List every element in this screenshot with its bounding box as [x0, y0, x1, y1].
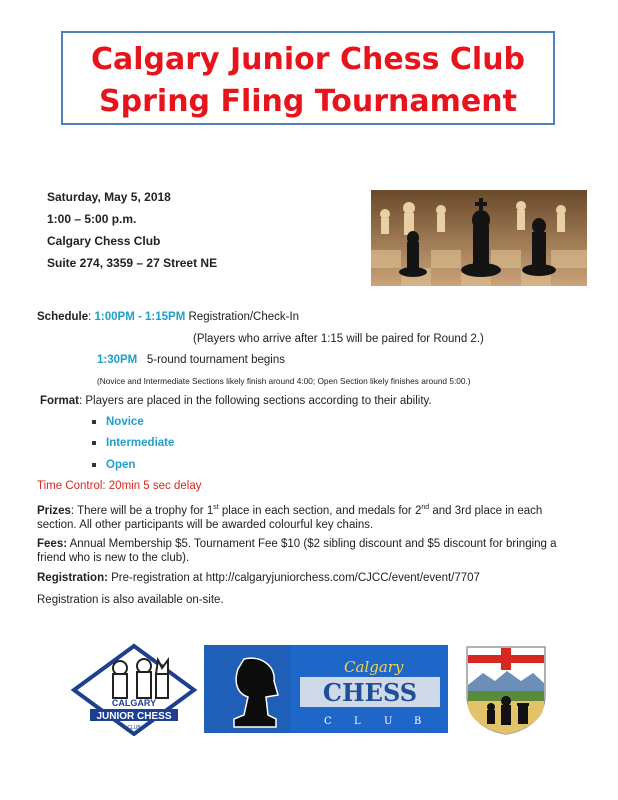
calgary-junior-chess-logo [70, 640, 198, 736]
club-letter-c: C [324, 716, 332, 727]
bullet-icon [92, 420, 96, 424]
event-date: Saturday, May 5, 2018 [47, 190, 171, 204]
title-line-1: Calgary Junior Chess Club [90, 42, 526, 77]
schedule-label: Schedule [37, 311, 89, 323]
club-logo-main: CHESS [322, 678, 418, 707]
format-label: Format [40, 395, 79, 407]
event-address: Suite 274, 3359 – 27 Street NE [47, 256, 218, 270]
bullet-icon [92, 463, 96, 467]
junior-logo-main: JUNIOR CHESS [96, 711, 172, 722]
registration-onsite: Registration is also available on-site. [37, 594, 224, 606]
checkin-text: Registration/Check-In [188, 311, 300, 323]
checkin-time: 1:00PM - 1:15PM [94, 311, 186, 323]
start-line [97, 354, 285, 366]
chess-pieces-photo [371, 190, 587, 286]
section-novice: Novice [92, 416, 144, 428]
bullet-icon [92, 441, 96, 445]
title-line-2: Spring Fling Tournament [99, 84, 517, 119]
finish-note: (Novice and Intermediate Sections likely finish around 4:00; Open Section likely finishes around 5:00.) [97, 376, 471, 386]
late-arrival-note: (Players who arrive after 1:15 will be paired for Round 2.) [193, 333, 484, 345]
time-control: Time Control: 20min 5 sec delay [37, 480, 202, 492]
start-text: 5-round tournament begins [146, 354, 285, 366]
section-open: Open [92, 459, 135, 471]
prizes-paragraph: Prizes: There will be a trophy for 1st place in each section, and medals for 2nd and 3rd place in each section. All other participants will be awarded colourful key chains. [37, 504, 543, 531]
format-line: Format: Players are placed in the following sections according to their ability. [40, 395, 432, 407]
title-box [61, 31, 555, 125]
registration-line: Registration: Pre-registration at http://calgaryjuniorchess.com/CJCC/event/event/7707 [37, 572, 480, 584]
club-letter-u: U [384, 716, 393, 727]
calgary-chess-club-logo [204, 645, 448, 733]
section-intermediate: Intermediate [92, 437, 174, 449]
junior-logo-sub: CLUB [127, 725, 141, 731]
event-venue: Calgary Chess Club [47, 234, 161, 248]
club-logo-script: Calgary [344, 658, 404, 676]
registration-url: Pre-registration at http://calgaryjuniorchess.com/CJCC/event/event/7707 [111, 572, 480, 584]
club-letter-l: L [354, 716, 361, 727]
fees-paragraph: Fees: Annual Membership $5. Tournament Fee $10 ($2 sibling discount and $5 discount for bringing a friend who is new to the club). [37, 538, 557, 564]
format-text: Players are placed in the following sections according to their ability. [85, 395, 432, 407]
schedule-checkin-line: Schedule: 1:00PM - 1:15PM Registration/Check-In [37, 311, 300, 323]
junior-logo-top: CALGARY [111, 698, 157, 708]
event-time: 1:00 – 5:00 p.m. [47, 212, 137, 226]
start-time: 1:30PM [97, 354, 138, 366]
alberta-crest-logo [465, 645, 547, 735]
club-letter-b: B [414, 716, 422, 727]
